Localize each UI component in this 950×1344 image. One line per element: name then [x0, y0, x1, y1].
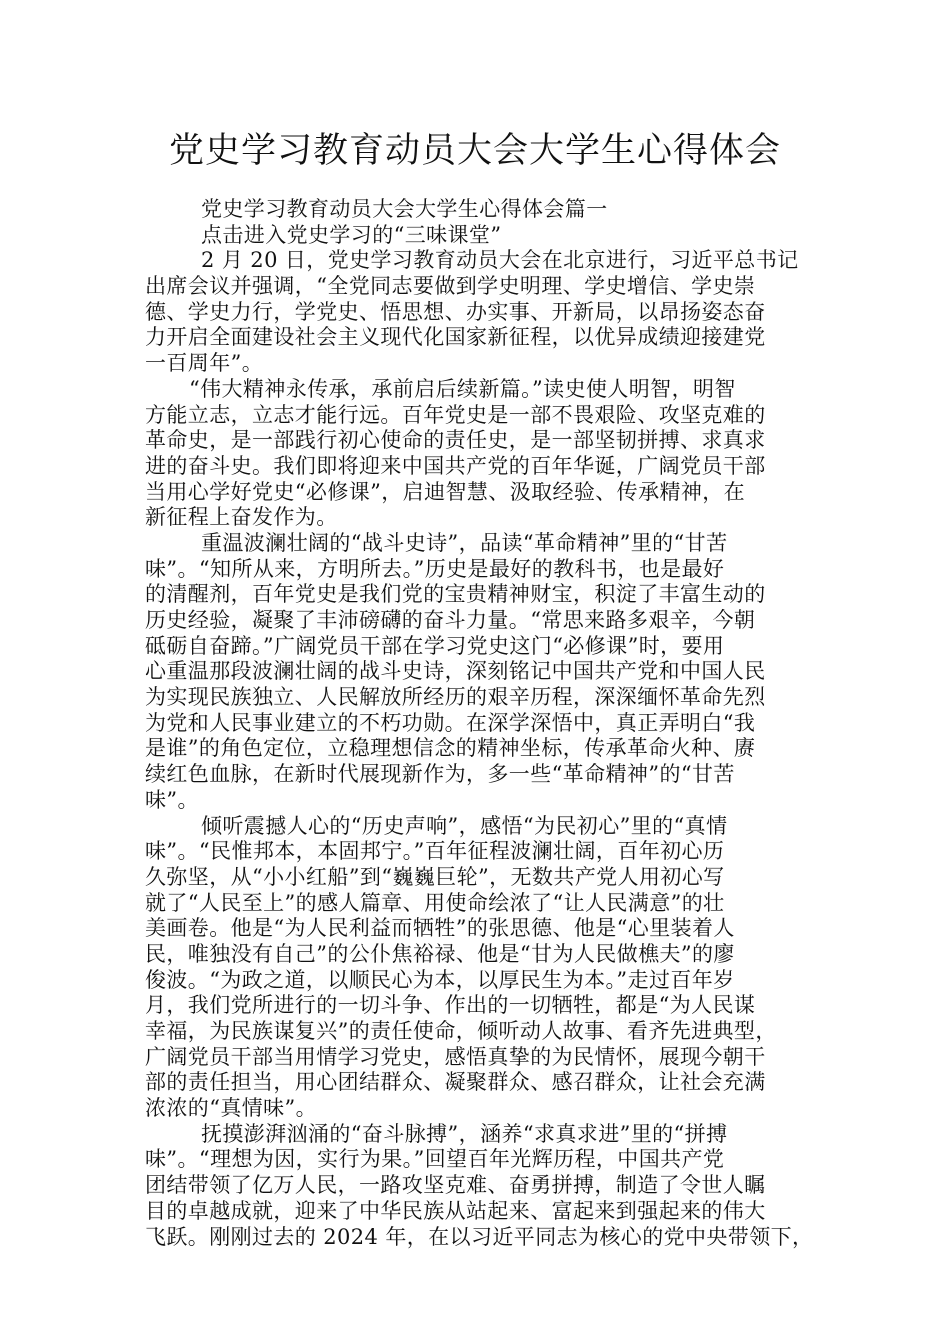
text-line: 民，唯独没有自己”的公仆焦裕禄、他是“甘为人民做樵夫”的廖 [145, 941, 735, 966]
text-line: 进的奋斗史。我们即将迎来中国共产党的百年华诞，广阔党员干部 [145, 453, 766, 478]
text-line: 革命史，是一部践行初心使命的责任史，是一部坚韧拼搏、求真求 [145, 428, 766, 453]
document-title: 党史学习教育动员大会大学生心得体会 [168, 131, 781, 171]
text-line: 团结带领了亿万人民，一路攻坚克难、奋勇拼搏，制造了令世人瞩 [145, 1173, 766, 1198]
text-line: 味”。“民惟邦本，本固邦宁。”百年征程波澜壮阔，百年初心历 [145, 839, 725, 864]
text-line: 德、学史力行，学党史、悟思想、办实事、开新局，以昂扬姿态奋 [145, 299, 766, 324]
text-line: 一百周年”。 [145, 351, 264, 376]
text-line: 味”。 [145, 787, 199, 812]
text-line: 心重温那段波澜壮阔的战斗史诗，深刻铭记中国共产党和中国人民 [145, 659, 766, 684]
text-line: 方能立志，立志才能行远。百年党史是一部不畏艰险、攻坚克难的 [145, 402, 766, 427]
text-line: 点击进入党史学习的“三味课堂” [201, 222, 502, 247]
text-line: 的清醒剂，百年党史是我们党的宝贵精神财宝，积淀了丰富生动的 [145, 582, 766, 607]
text-line: 砥砺自奋蹄。”广阔党员干部在学习党史这门“必修课”时，要用 [145, 633, 725, 658]
text-line: 为实现民族独立、人民解放所经历的艰辛历程，深深缅怀革命先烈 [145, 685, 766, 710]
text-line: 党史学习教育动员大会大学生心得体会篇一 [201, 197, 608, 221]
text-line: 续红色血脉，在新时代展现新作为，多一些“革命精神”的“甘苦 [145, 762, 735, 787]
text-line: 新征程上奋发作为。 [145, 505, 338, 530]
text-line: 部的责任担当，用心团结群众、凝聚群众、感召群众，让社会充满 [145, 1070, 766, 1095]
text-line: 浓浓的“真情味”。 [145, 1096, 318, 1121]
text-line: 2 月 20 日，党史学习教育动员大会在北京进行，习近平总书记 [201, 248, 799, 273]
text-line: 目的卓越成就，迎来了中华民族从站起来、富起来到强起来的伟大 [145, 1198, 766, 1223]
text-line: 广阔党员干部当用情学习党史，感悟真挚的为民情怀，展现今朝干 [145, 1044, 766, 1069]
text-line: 历史经验，凝聚了丰沛磅礴的奋斗力量。“常思来路多艰辛，今朝 [145, 608, 756, 632]
text-line: 月，我们党所进行的一切斗争、作出的一切牺牲，都是“为人民谋 [145, 993, 756, 1018]
text-line: 俊波。“为政之道，以顺民心为本，以厚民生为本。”走过百年岁 [145, 967, 735, 992]
text-line: 味”。“知所从来，方明所去。”历史是最好的教科书，也是最好 [145, 556, 725, 581]
text-line: 抚摸澎湃汹涌的“奋斗脉搏”，涵养“求真求进”里的“拼搏 [201, 1121, 728, 1146]
text-line: 重温波澜壮阔的“战斗史诗”，品读“革命精神”里的“甘苦 [201, 530, 728, 555]
text-line: 飞跃。刚刚过去的 2024 年，在以习近平同志为核心的党中央带领下， [145, 1224, 814, 1249]
text-line: 倾听震撼人心的“历史声响”，感悟“为民初心”里的“真情 [201, 813, 728, 838]
text-line: 当用心学好党史“必修课”，启迪智慧、汲取经验、传承精神，在 [145, 479, 746, 504]
text-line: 为党和人民事业建立的不朽功勋。在深学深悟中，真正弄明白“我 [145, 710, 756, 735]
document-body [145, 197, 820, 1250]
text-line: 就了“人民至上”的感人篇章、用使命绘浓了“让人民满意”的壮 [145, 890, 725, 915]
text-line: 出席会议并强调，“全党同志要做到学史明理、学史增信、学史崇 [145, 274, 756, 299]
text-line: 久弥坚，从“小小红船”到“巍巍巨轮”，无数共产党人用初心写 [145, 864, 725, 889]
text-line: “伟大精神永传承，承前启后续新篇。”读史使人明智，明智 [189, 376, 736, 401]
text-line: 美画卷。他是“为人民利益而牺牲”的张思德、他是“心里装着人 [145, 916, 735, 941]
text-line: 力开启全面建设社会主义现代化国家新征程，以优异成绩迎接建党 [145, 325, 766, 350]
text-line: 幸福，为民族谋复兴”的责任使命，倾听动人故事、看齐先进典型， [145, 1019, 777, 1043]
text-line: 是谁”的角色定位，立稳理想信念的精神坐标，传承革命火种、赓 [145, 736, 756, 761]
text-line: 味”。“理想为因，实行为果。”回望百年光辉历程，中国共产党 [145, 1147, 725, 1172]
